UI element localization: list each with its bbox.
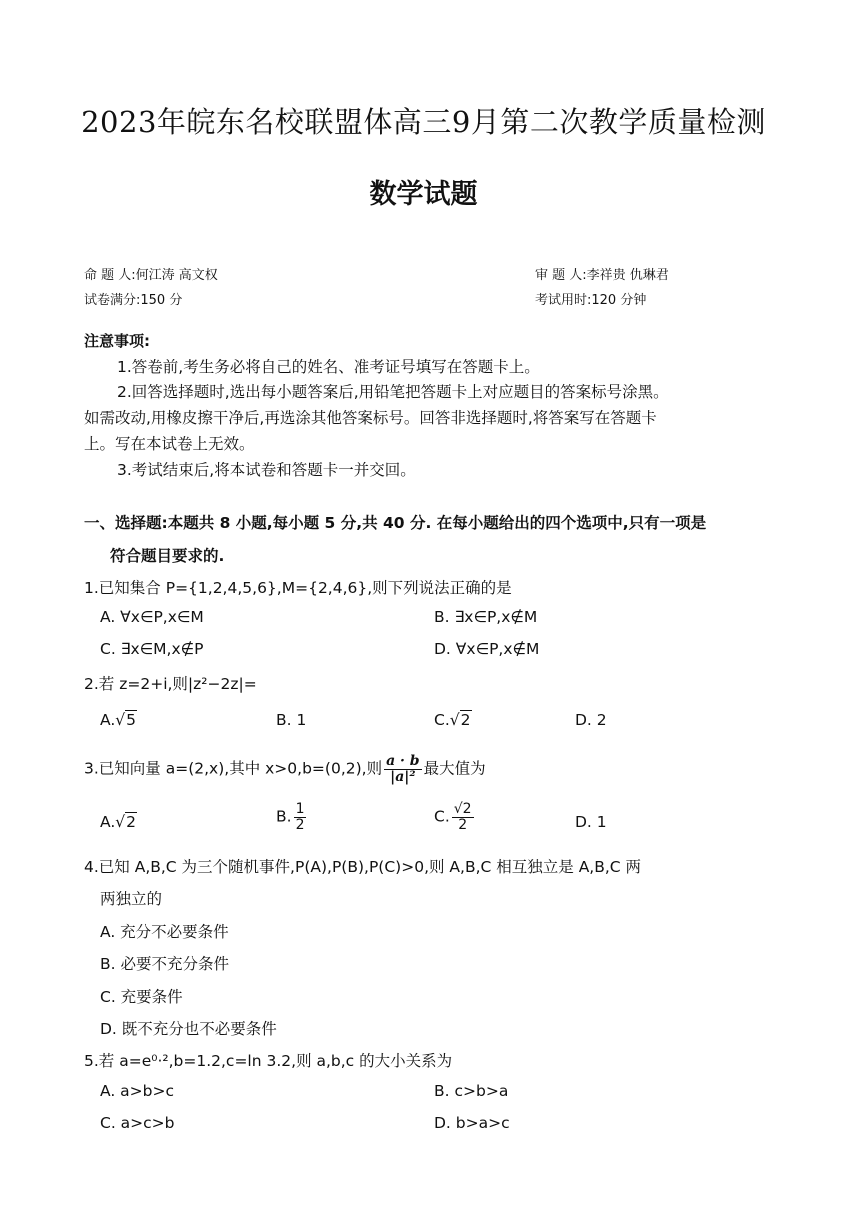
section-heading-cont: 符合题目要求的.: [110, 547, 225, 565]
q3-stem-pre: 3.已知向量: [84, 759, 161, 778]
q3-stem: [84, 754, 486, 784]
q2-stem: 2.若 z=2+i,则|z²−2z|=: [84, 675, 257, 693]
notice-item-2: 2.回答选择题时,选出每小题答案后,用铅笔把答题卡上对应题目的答案标号涂黑。: [117, 383, 669, 401]
q3-fraction: [384, 754, 421, 784]
q1-option-c: C. ∃x∈M,x∉P: [100, 640, 204, 658]
q3-option-c: [434, 802, 476, 832]
exam-time: 考试用时:120 分钟: [535, 293, 647, 308]
q3-option-c-denominator: 2: [458, 816, 468, 833]
q3-stem-a: a=(2,x),其中 x>0,: [165, 759, 303, 778]
q3-option-b-numerator: 1: [295, 801, 305, 817]
q1-option-d: D. ∀x∈P,x∉M: [434, 640, 540, 658]
notice-heading: 注意事项:: [84, 332, 150, 350]
q1-option-a: A. ∀x∈P,x∈M: [100, 608, 204, 626]
q3-stem-b: b=(0,2),则: [302, 759, 383, 778]
q1-stem: 1.已知集合 P={1,2,4,5,6},M={2,4,6},则下列说法正确的是: [84, 579, 512, 597]
notice-item-3: 3.考试结束后,将本试卷和答题卡一并交回。: [117, 461, 416, 479]
q5-option-c: C. a>c>b: [100, 1114, 175, 1132]
q4-option-b: B. 必要不充分条件: [100, 955, 229, 973]
full-score: 试卷满分:150 分: [84, 293, 183, 308]
q4-option-c: C. 充要条件: [100, 988, 183, 1006]
q5-stem: 5.若 a=e⁰·²,b=1.2,c=ln 3.2,则 a,b,c 的大小关系为: [84, 1052, 453, 1070]
sqrt-symbol: √2: [449, 711, 471, 729]
q1-option-b: B. ∃x∈P,x∉M: [434, 608, 538, 626]
q3-option-a: [100, 813, 137, 831]
question-reviewers: 审 题 人:李祥贵 仇琳君: [535, 268, 669, 283]
q5-option-b: B. c>b>a: [434, 1082, 509, 1100]
q2-option-d: D. 2: [575, 711, 607, 729]
exam-title: 2023年皖东名校联盟体高三9月第二次教学质量检测: [81, 105, 766, 139]
q2-option-a-radicand: 5: [126, 711, 137, 729]
q3-option-c-fraction: [452, 802, 474, 832]
q3-option-a-label: A.: [100, 813, 116, 831]
notice-item-2-end: 上。写在本试卷上无效。: [84, 435, 255, 453]
q3-option-b-fraction: [294, 802, 307, 832]
q2-option-b: B. 1: [276, 711, 307, 729]
q3-option-b-denominator: 2: [295, 816, 305, 833]
sqrt-symbol: √5: [115, 711, 137, 729]
q2-option-c-radicand: 2: [460, 711, 471, 729]
q5-option-a: A. a>b>c: [100, 1082, 175, 1100]
q4-stem-cont: 两独立的: [100, 890, 163, 908]
q2-option-c: [434, 711, 472, 729]
q2-option-a: [100, 711, 137, 729]
q3-fraction-numerator: a · b: [386, 753, 420, 769]
q3-option-a-radicand: 2: [126, 813, 137, 831]
q4-option-a: A. 充分不必要条件: [100, 923, 229, 941]
exam-subject: 数学试题: [369, 179, 478, 210]
q3-option-d: D. 1: [575, 813, 607, 831]
q3-option-c-numerator: √2: [453, 801, 472, 817]
notice-item-1: 1.答卷前,考生务必将自己的姓名、准考证号填写在答题卡上。: [117, 358, 540, 376]
sqrt-symbol: √2: [115, 813, 137, 831]
q3-option-b: [276, 802, 308, 832]
q2-option-c-label: C.: [434, 711, 450, 729]
section-heading: 一、选择题:本题共 8 小题,每小题 5 分,共 40 分. 在每小题给出的四个选项中,只有一项是: [84, 514, 707, 532]
q3-option-c-label: C.: [434, 807, 450, 826]
q4-stem: 4.已知 A,B,C 为三个随机事件,P(A),P(B),P(C)>0,则 A,B,C 相互独立是 A,B,C 两: [84, 858, 642, 876]
q3-stem-post: 最大值为: [423, 759, 486, 778]
q3-fraction-denominator: |a|²: [390, 768, 416, 785]
q3-option-b-label: B.: [276, 807, 292, 826]
q4-option-d: D. 既不充分也不必要条件: [100, 1020, 277, 1038]
q5-option-d: D. b>a>c: [434, 1114, 510, 1132]
notice-item-2-cont: 如需改动,用橡皮擦干净后,再选涂其他答案标号。回答非选择题时,将答案写在答题卡: [84, 409, 657, 427]
q2-option-a-label: A.: [100, 711, 116, 729]
question-setters: 命 题 人:何江涛 高文权: [84, 268, 218, 283]
